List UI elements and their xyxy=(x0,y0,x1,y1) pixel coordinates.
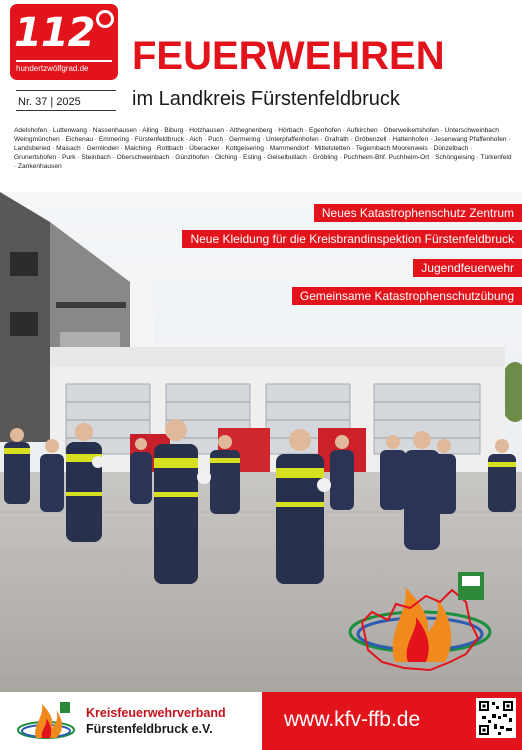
headline-katastrophenschutz-zentrum: Neues Katastrophenschutz Zentrum xyxy=(314,204,522,222)
website-url[interactable]: www.kfv-ffb.de xyxy=(284,708,421,731)
association-logo-icon xyxy=(14,698,78,744)
association-name-line2: Fürstenfeldbruck e.V. xyxy=(86,722,213,736)
issue-divider-bottom xyxy=(16,110,116,111)
qr-code-icon[interactable] xyxy=(476,698,516,738)
magazine-title: FEUERWEHREN xyxy=(132,34,445,78)
publisher-logo xyxy=(10,4,118,80)
footer xyxy=(0,692,522,750)
issue-number: Nr. 37 | 2025 xyxy=(18,96,81,108)
headline-neue-kleidung: Neue Kleidung für die Kreisbrandinspektion Fürstenfeldbruck xyxy=(182,230,522,248)
magazine-subtitle: im Landkreis Fürstenfeldbruck xyxy=(132,88,400,110)
association-name-line1: Kreisfeuerwehrverband xyxy=(86,706,226,720)
headline-jugendfeuerwehr: Jugendfeuerwehr xyxy=(413,259,522,277)
logo-divider xyxy=(16,60,112,62)
degree-icon xyxy=(96,10,114,28)
logo-number: 112 xyxy=(14,10,95,56)
town-list: Adelshofen · Luttenwang · Nassenhausen · Alling · Biburg · Holzhausen · Althegnenberg · Hörbach · Egenhofen · Aufkirchen · Oberweikertshofen · Unterschweinbach Weingmünchen · Eichenau · Emmering · Fürstenfeldbruck · Aich · Puch · Germering · Unterpfaffenhofen · Grafrath · Gröbenzell · Hattenhofen · Jesenwang Pfaffenhofen · Landsberied · Maisach · Gernlinden · Malching · Rottbach · Überacker · Kottgeisering · Mammendorf · Mittelstetten · Tegernbach Moorenweis · Dünzelbach · Grunertshofen · Purk · Steinbach · Oberschweinbach · Günzlhofen · Olching · Esting · Geiselbullach · Gröbling · Puchheim-Bhf. Puchheim-Ort · Schöngeising · Türkenfeld · Zankenhausen xyxy=(14,127,512,170)
footer-url-banner xyxy=(262,692,522,750)
issue-divider-top xyxy=(16,90,116,91)
logo-tagline: hundertzwölfgrad.de xyxy=(16,64,89,73)
headline-katastrophenschutzuebung: Gemeinsame Katastrophenschutzübung xyxy=(292,287,522,305)
